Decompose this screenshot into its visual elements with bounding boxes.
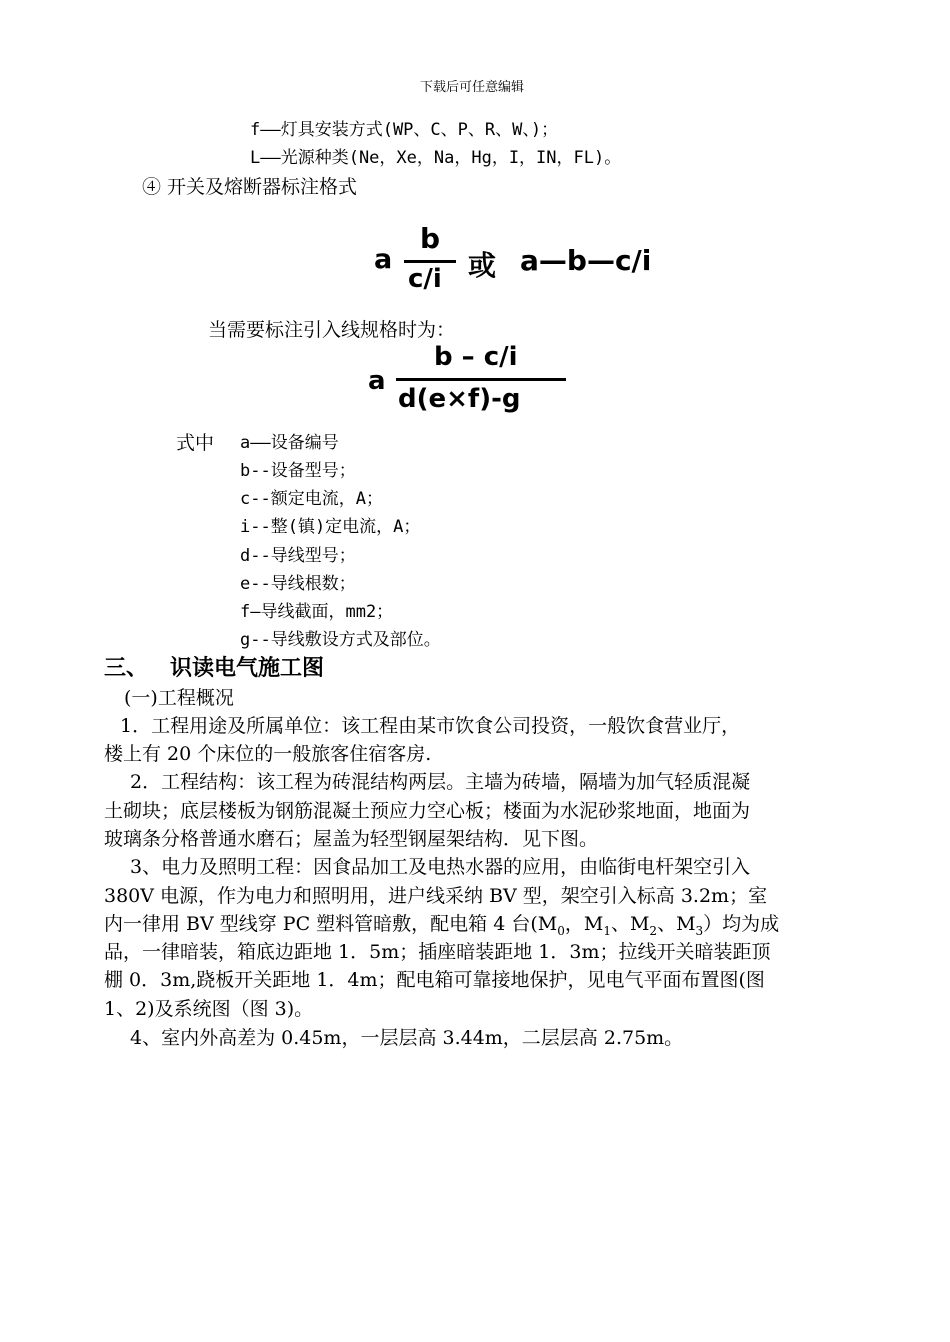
formula2-denominator: d(e×f)-g xyxy=(398,384,521,414)
paragraph-line xyxy=(104,912,779,943)
text-run: 内一律用 BV 型线穿 PC 塑料管暗敷，配电箱 4 台(M xyxy=(104,913,558,935)
section-title: 识读电气施工图 xyxy=(170,656,325,681)
formula1-numerator: b xyxy=(420,222,441,255)
legend-item: a——设备编号 xyxy=(240,433,339,453)
formula1-inline: a—b—c/i xyxy=(520,244,652,277)
formula1-denominator: c/i xyxy=(408,264,442,294)
legend-item: c--额定电流，A； xyxy=(240,489,383,509)
paragraph-line: 3、电力及照明工程：因食品加工及电热水器的应用，由临街电杆架空引入 xyxy=(130,856,751,878)
legend-item: d--导线型号； xyxy=(240,546,356,566)
legend-item: e--导线根数； xyxy=(240,574,356,594)
subscript: 2 xyxy=(649,923,658,938)
paragraph-line: 380V 电源，作为电力和照明用，进户线采纳 BV 型，架空引入标高 3.2m；室 xyxy=(104,885,768,907)
formula-switch-fuse xyxy=(370,222,670,300)
text-run: ）均为成 xyxy=(703,913,780,935)
formula1-fraction-bar xyxy=(404,260,456,263)
text-run: 、M xyxy=(610,913,650,935)
formula2-a: a xyxy=(368,366,386,396)
legend-item: b--设备型号； xyxy=(240,461,356,481)
paragraph-line: 2．工程结构：该工程为砖混结构两层。主墙为砖墙，隔墙为加气轻质混凝 xyxy=(130,771,751,793)
paragraph-line: 土砌块；底层楼板为钢筋混凝土预应力空心板；楼面为水泥砂浆地面，地面为 xyxy=(104,800,751,822)
legend-item: f—导线截面，mm2； xyxy=(240,602,394,622)
definition-line-f: f——灯具安装方式(WP、C、P、R、W、)； xyxy=(250,120,559,140)
page-header: 下载后可任意编辑 xyxy=(420,80,525,95)
paragraph-line: 楼上有 20 个床位的一般旅客住宿客房. xyxy=(104,743,432,765)
formula2-fraction-bar xyxy=(396,378,566,381)
legend-item: g--导线敷设方式及部位。 xyxy=(240,630,441,650)
legend-prefix: 式中 xyxy=(176,432,215,454)
lead-in-text: 当需要标注引入线规格时为： xyxy=(208,319,456,341)
formula1-or: 或 xyxy=(468,249,497,282)
paragraph-line: 棚 0．3m,跷板开关距地 1．4m；配电箱可靠接地保护，见电气平面布置图(图 xyxy=(104,969,765,991)
paragraph-line: 玻璃条分格普通水磨石；屋盖为轻型钢屋架结构．见下图。 xyxy=(104,828,599,850)
subscript: 0 xyxy=(557,923,565,938)
section-number: 三、 xyxy=(104,656,149,681)
paragraph-line: 1．工程用途及所属单位：该工程由某市饮食公司投资，一般饮食营业厅， xyxy=(120,715,741,737)
subscript: 1 xyxy=(603,923,611,938)
formula-with-lead-in xyxy=(362,340,582,424)
definition-line-l: L——光源种类(Ne，Xe，Na，Hg，I，IN，FL)。 xyxy=(250,148,622,168)
paragraph-line: 1、2)及系统图（图 3)。 xyxy=(104,998,314,1020)
paragraph-line: 品，一律暗装，箱底边距地 1．5m；插座暗装距地 1．3m；拉线开关暗装距顶 xyxy=(104,941,771,963)
legend-item: i--整(镇)定电流，A； xyxy=(240,517,421,537)
paragraph-line: 4、室内外高差为 0.45m，一层层高 3.44m，二层层高 2.75m。 xyxy=(130,1027,684,1049)
text-run: 、M xyxy=(657,913,696,935)
item4-title: ④ 开关及熔断器标注格式 xyxy=(142,176,358,198)
text-run: ，M xyxy=(564,913,604,935)
subsection-title: (一)工程概况 xyxy=(124,687,234,709)
subscript: 3 xyxy=(695,923,704,938)
formula2-numerator: b – c/i xyxy=(434,342,518,372)
formula1-a: a xyxy=(374,244,393,275)
